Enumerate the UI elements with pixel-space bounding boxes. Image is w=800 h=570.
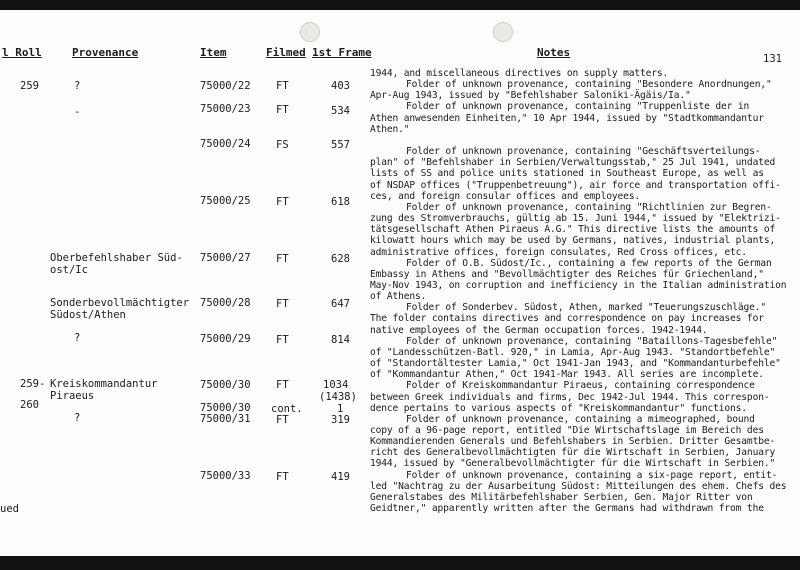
item-cell: 75000/27: [200, 252, 251, 264]
note-line: plan" of "Befehlshaber in Serbien/Verwaltungsstab," 25 Jul 1941, undated: [370, 157, 776, 169]
frame-cell: 628: [331, 253, 350, 265]
note-line: between Greek individuals and firms, Dec 1942-Jul 1944. This correspon-: [370, 391, 770, 403]
note-line: tätsgesellschaft Athen Piraeus A.G." This directive lists the amounts of: [370, 224, 776, 236]
header-provenance: Provenance: [72, 46, 139, 59]
note-line: 1944, and miscellaneous directives on supply matters.: [370, 68, 669, 79]
note-line: of "Landesschützen-Batl. 920," in Lamia, Apr-Aug 1943. "Standortbefehle": [370, 346, 776, 358]
note-line: Geidtner," apparently written after the Germans had withdrawn from the: [370, 503, 764, 515]
provenance-cell: Südost/Athen: [50, 309, 126, 321]
item-cell: 75000/23: [200, 103, 251, 115]
provenance-cell: ?: [74, 80, 81, 92]
note-line: ces, and foreign consular offices and employees.: [370, 190, 641, 202]
item-cell: 75000/22: [200, 80, 251, 92]
punch-hole: [493, 22, 513, 42]
note-line: Apr-Aug 1943, issued by "Befehlshaber Saloniki-Ägäis/Ia.": [370, 90, 691, 102]
bottom-scan-border: [0, 556, 800, 570]
frame-cell: 557: [331, 139, 350, 151]
note-line: richt des Generalbevollmächtigten für die Wirtschaft in Serbien, January: [370, 447, 776, 459]
frame-cell: 618: [331, 196, 350, 208]
filmed-cell: FT: [276, 334, 289, 346]
note-line: of "Kommandantur Athen," Oct 1941-Mar 1943. All series are incomplete.: [370, 369, 764, 381]
item-cell: 75000/33: [200, 470, 251, 482]
note-line: native employees of the German occupation forces. 1942-1944.: [370, 324, 708, 336]
provenance-cell: Oberbefehlshaber Süd-: [50, 252, 183, 264]
note-line: Folder of Sonderbev. Südost, Athen, marked "Teuerungszuschläge.": [406, 302, 767, 314]
note-line: Folder of unknown provenance, containing "Truppenliste der in: [406, 101, 750, 113]
left-margin-fragment: ued: [0, 503, 19, 515]
filmed-cell: FT: [276, 414, 289, 426]
item-cell: 75000/29: [200, 333, 251, 345]
roll-cell: 259: [20, 80, 39, 92]
note-line: Generalstabes des Militärbefehlshaber Serbien, Gen. Major Ritter von: [370, 491, 753, 503]
frame-cell: 814: [331, 334, 350, 346]
item-cell: 75000/30: [200, 379, 251, 391]
item-cell: 75000/30: [200, 402, 251, 414]
item-cell: 75000/28: [200, 297, 251, 309]
provenance-cell: -: [74, 106, 81, 118]
header-filmed: Filmed: [266, 46, 306, 59]
notes-column: [370, 68, 790, 514]
frame-cell: 1034: [323, 379, 349, 391]
item-cell: 75000/24: [200, 138, 251, 150]
filmed-cell: FT: [276, 253, 289, 265]
filmed-cell: FT: [276, 298, 289, 310]
frame-cell: 647: [331, 298, 350, 310]
note-line: of NSDAP offices ("Truppenbetreuung"), air force and transportation offi-: [370, 179, 781, 191]
note-line: dence pertains to various aspects of "Kreiskommandantur" functions.: [370, 402, 747, 414]
provenance-cell: ost/Ic: [50, 264, 88, 276]
item-cell: 75000/31: [200, 413, 251, 425]
note-line: of "Standortältester Lamia," Oct 1941-Jan 1943, and "Kommandanturbefehle": [370, 358, 781, 370]
frame-cell: (1438): [319, 391, 357, 403]
filmed-cell: FS: [276, 139, 289, 151]
note-line: Folder of unknown provenance, containing "Bataillons-Tagesbefehle": [406, 335, 778, 347]
filmed-cell: cont.: [271, 403, 303, 415]
provenance-cell: Kreiskommandantur: [50, 378, 158, 390]
filmed-cell: FT: [276, 379, 289, 391]
note-line: zung des Stromverbrauchs, gültig ab 15. Juni 1944," issued by "Elektrizi-: [370, 213, 781, 225]
note-line: Folder of unknown provenance, containing "Richtlinien zur Begren-: [406, 201, 772, 213]
note-line: led "Nachtrag zu der Ausarbeitung Südost: Mitteilungen des ehem. Chefs des: [370, 480, 787, 492]
note-line: administrative offices, foreign consulates, Red Cross offices, etc.: [370, 246, 747, 258]
note-line: of Athens.: [370, 291, 427, 303]
note-line: lists of SS and police units stationed in Southeast Europe, as well as: [370, 168, 764, 180]
provenance-cell: Sonderbevollmächtigter: [50, 297, 190, 309]
header-roll: l Roll: [2, 46, 42, 59]
filmed-cell: FT: [276, 471, 289, 483]
filmed-cell: FT: [276, 196, 289, 208]
note-line: Kommandierenden Generals und Befehlshabers in Serbien. Dritter Gesamtbe-: [370, 436, 776, 448]
note-line: Folder of unknown provenance, containing a mimeographed, bound: [406, 413, 755, 425]
frame-cell: 1: [337, 403, 344, 415]
note-line: The folder contains directives and correspondence on pay increases for: [370, 313, 764, 325]
header-item: Item: [200, 46, 227, 59]
note-line: Folder of O.B. Südost/Ic., containing a few reports of the German: [406, 257, 772, 269]
page-number: 131: [763, 53, 782, 65]
note-line: kilowatt hours which may be used by Germans, natives, industrial plants,: [370, 235, 776, 247]
note-line: [370, 135, 790, 146]
note-line: Embassy in Athens and "Bevollmächtigter des Reiches für Griechenland,": [370, 268, 764, 280]
note-line: 1944, issued by "Generalbevollmächtigter für die Wirtschaft in Serbien.": [370, 458, 776, 470]
filmed-cell: FT: [276, 80, 289, 92]
filmed-cell: FT: [276, 104, 289, 116]
frame-cell: 403: [331, 80, 350, 92]
provenance-cell: ?: [74, 332, 81, 344]
note-line: Athen.": [370, 123, 410, 135]
provenance-cell: ?: [74, 412, 81, 424]
header-notes: Notes: [537, 46, 571, 59]
provenance-cell: Piraeus: [50, 390, 95, 402]
note-line: Folder of unknown provenance, containing "Geschäftsverteilungs-: [406, 146, 761, 158]
note-line: copy of a 96-page report, entitled "Die Wirtschaftslage im Bereich des: [370, 425, 764, 436]
header-first-frame: 1st Frame: [312, 46, 372, 59]
frame-cell: 319: [331, 414, 350, 426]
note-line: Athen anwesenden Einheiten," 10 Apr 1944, issued by "Stadtkommandantur: [370, 112, 764, 124]
note-line: May-Nov 1943, on corruption and inefficiency in the Italian administration: [370, 279, 787, 291]
note-line: Folder of Kreiskommandantur Piraeus, containing correspondence: [406, 380, 755, 392]
roll-cell: 259-: [20, 378, 46, 390]
top-scan-border: [0, 0, 800, 10]
punch-hole: [300, 22, 320, 42]
item-cell: 75000/25: [200, 195, 251, 207]
frame-cell: 419: [331, 471, 350, 483]
note-line: Folder of unknown provenance, containing a six-page report, entit-: [406, 469, 778, 481]
roll-cell: 260: [20, 399, 39, 411]
note-line: Folder of unknown provenance, containing "Besondere Anordnungen,": [406, 79, 772, 91]
frame-cell: 534: [331, 105, 350, 117]
